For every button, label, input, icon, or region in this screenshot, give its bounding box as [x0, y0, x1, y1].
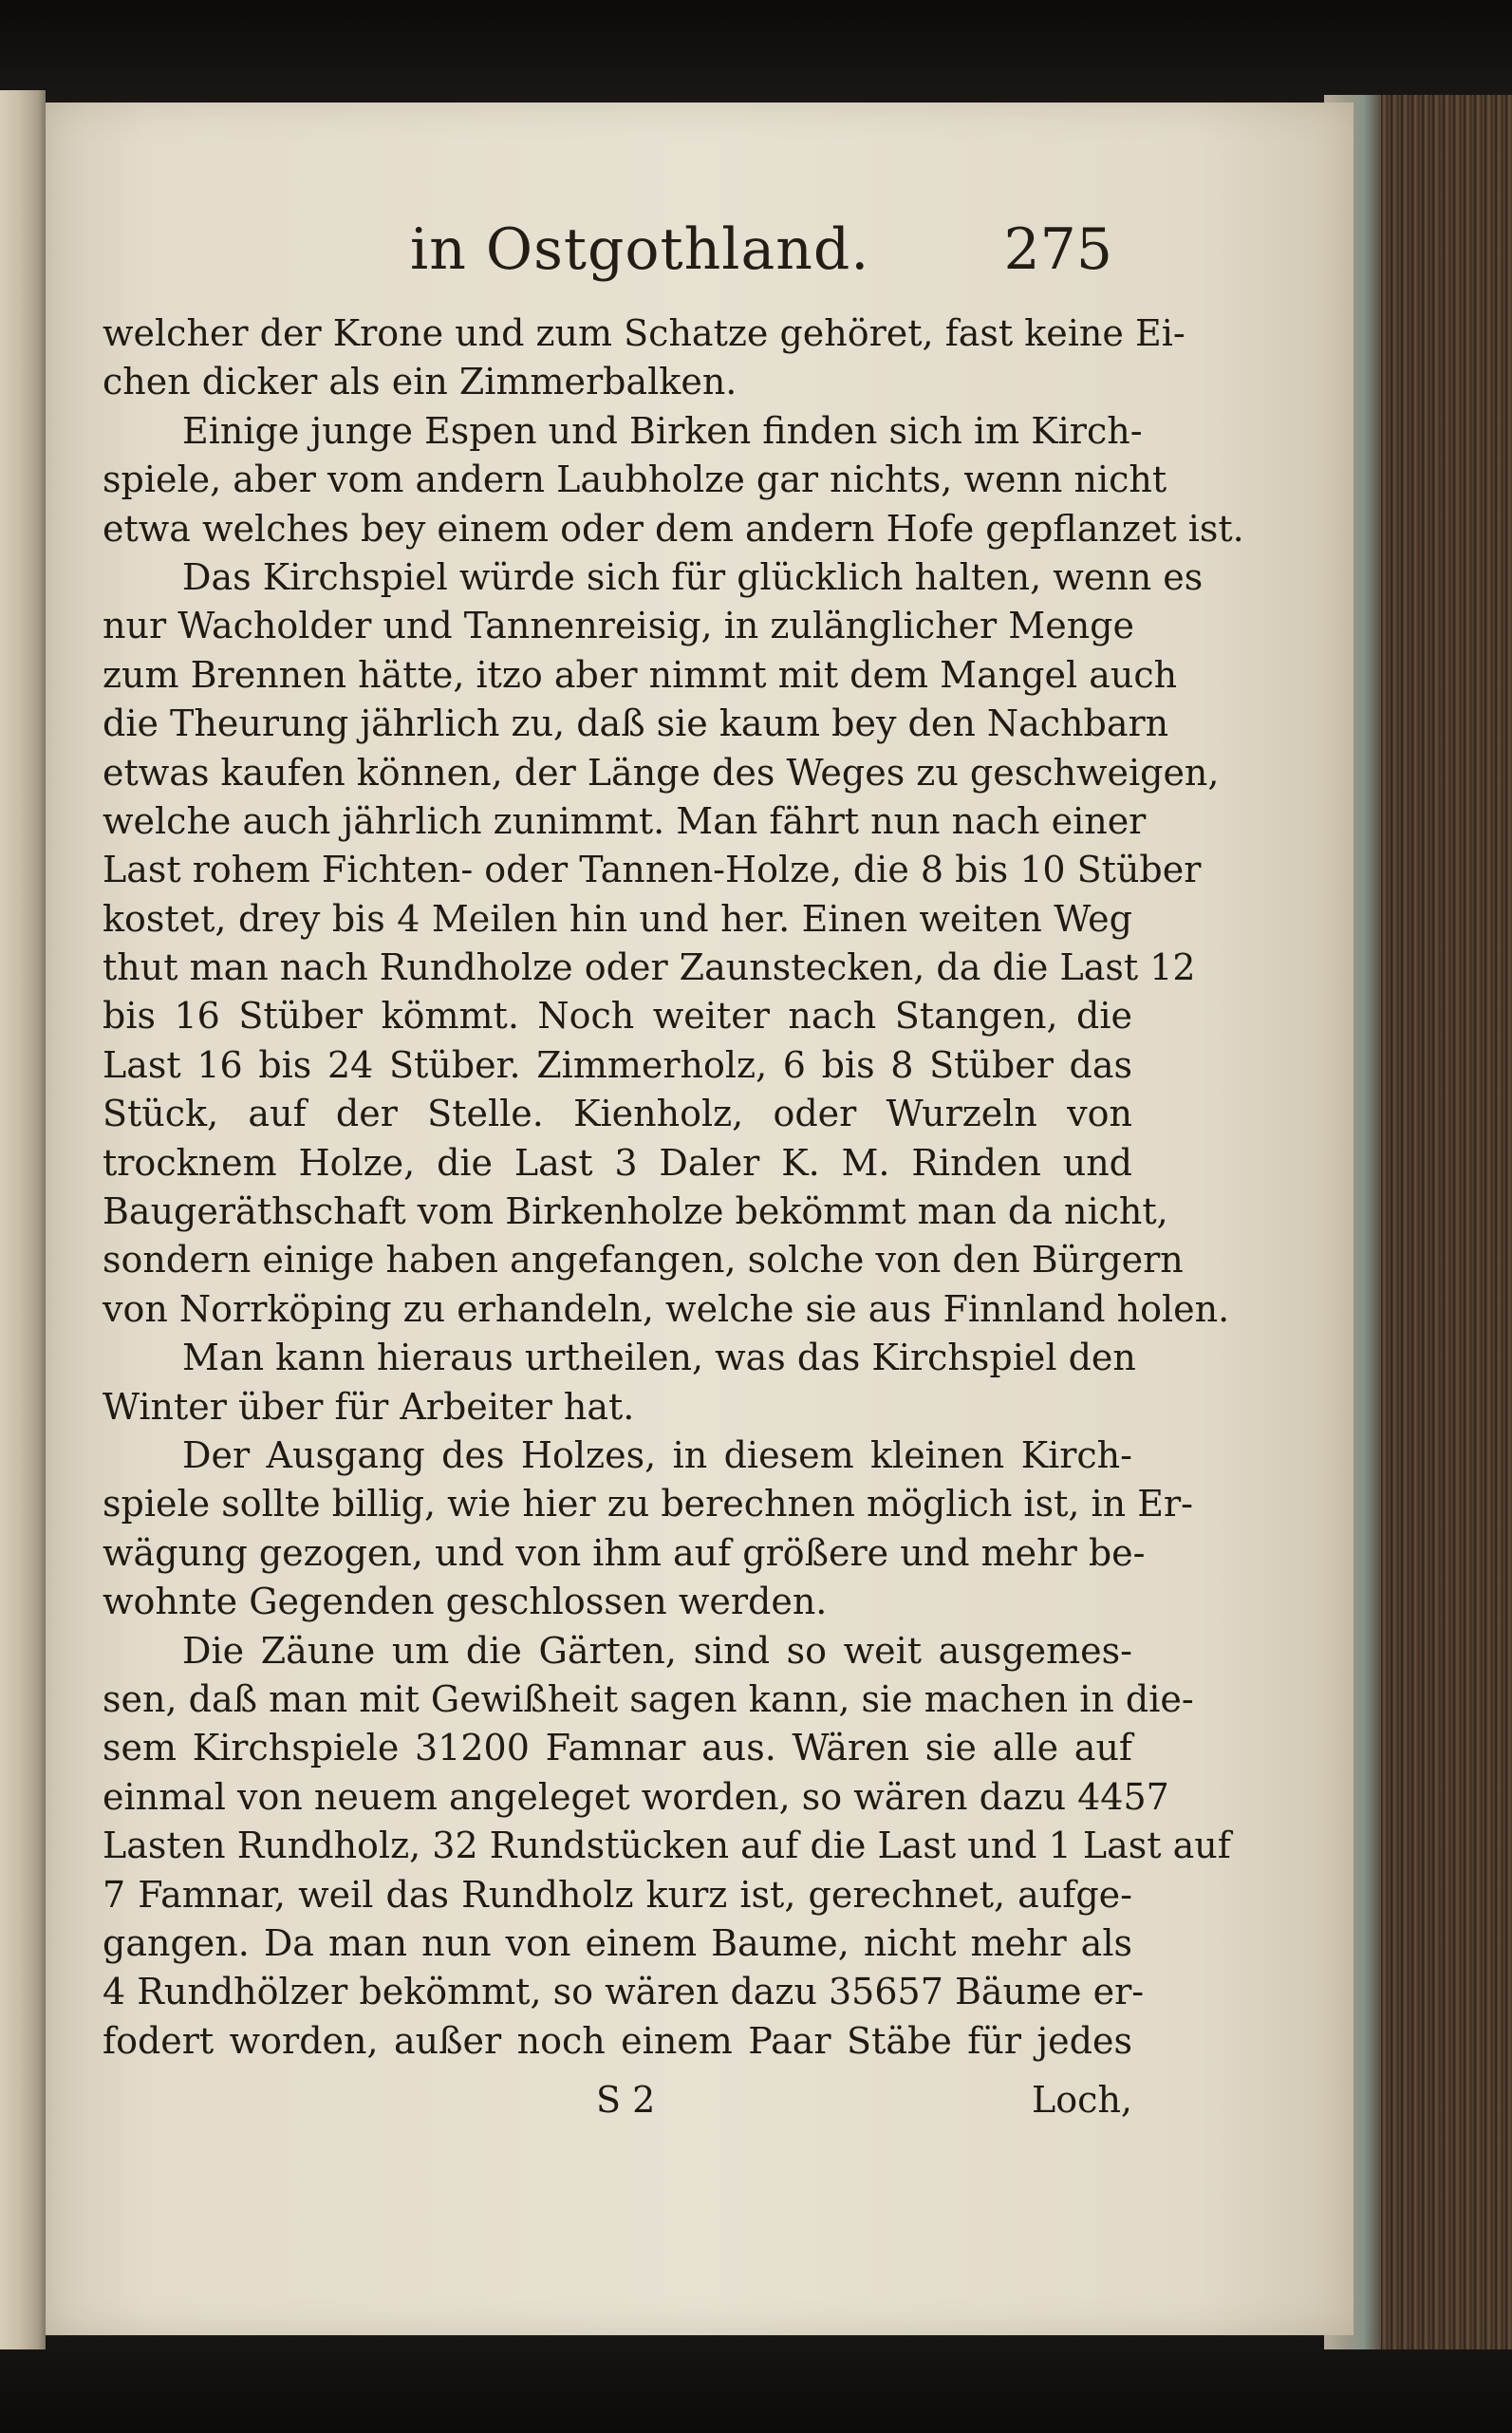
catch-line [103, 2079, 1132, 2128]
text-line: sem Kirchspiele 31200 Famnar aus. Wären sie alle auf [103, 1727, 1132, 1769]
text-line: Stück, auf der Stelle. Kienholz, oder Wurzeln von [103, 1093, 1132, 1135]
text-line: 4 Rundhölzer bekömmt, so wären dazu 35657 Bäume er- [103, 1971, 1145, 2013]
text-line: Winter über für Arbeiter hat. [103, 1385, 635, 1428]
text-line: Die Zäune um die Gärten, sind so weit ausgemes- [182, 1629, 1132, 1672]
text-line: kostet, drey bis 4 Meilen hin und her. Einen weiten Weg [103, 897, 1132, 940]
text-line: etwa welches bey einem oder dem andern Hofe gepflanzet ist. [103, 507, 1244, 550]
text-line: nur Wacholder und Tannenreisig, in zulänglicher Menge [103, 605, 1134, 647]
text-line: etwas kaufen können, der Länge des Weges zu geschweigen, [103, 751, 1220, 794]
text-line: von Norrköping zu erhandeln, welche sie aus Finnland holen. [103, 1287, 1230, 1330]
text-line: Last rohem Fichten- oder Tannen-Holze, die 8 bis 10 Stüber [103, 849, 1202, 891]
text-line: zum Brennen hätte, itzo aber nimmt mit dem Mangel auch [103, 653, 1178, 696]
running-head [410, 207, 1112, 292]
text-line: welcher der Krone und zum Schatze gehöret, fast keine Ei- [103, 312, 1185, 354]
text-line: Baugeräthschaft vom Birkenholze bekömmt man da nicht, [103, 1190, 1168, 1233]
text-line: wägung gezogen, und von ihm auf größere und mehr be- [103, 1531, 1146, 1574]
text-line: Das Kirchspiel würde sich für glücklich halten, wenn es [182, 555, 1204, 598]
page-title: in Ostgothland. [410, 216, 870, 283]
text-line: Einige junge Espen und Birken finden sich im Kirch- [182, 409, 1143, 452]
text-line: sen, daß man mit Gewißheit sagen kann, sie machen in die- [103, 1677, 1194, 1720]
text-line: spiele sollte billig, wie hier zu berechnen möglich ist, in Er- [103, 1483, 1193, 1525]
text-line: fodert worden, außer noch einem Paar Stäbe für jedes [103, 2019, 1132, 2062]
body-text [103, 309, 1244, 2066]
facing-page-edge [0, 90, 46, 2349]
text-line: gangen. Da man nun von einem Baume, nicht mehr als [103, 1921, 1132, 1964]
text-line: Der Ausgang des Holzes, in diesem kleinen Kirch- [182, 1433, 1132, 1476]
text-line: thut man nach Rundholze oder Zaunstecken, da die Last 12 [103, 946, 1196, 989]
text-line: Man kann hieraus urtheilen, was das Kirchspiel den [182, 1337, 1136, 1379]
text-line: die Theurung jährlich zu, daß sie kaum bey den Nachbarn [103, 702, 1169, 745]
text-line: wohnte Gegenden geschlossen werden. [103, 1581, 828, 1623]
text-line: einmal von neuem angeleget worden, so wären dazu 4457 [103, 1775, 1169, 1818]
text-line: Lasten Rundholz, 32 Rundstücken auf die Last und 1 Last auf [103, 1825, 1231, 1867]
text-line: 7 Famnar, weil das Rundholz kurz ist, gerechnet, aufge- [103, 1873, 1132, 1916]
page-number: 275 [1003, 216, 1112, 283]
text-line: trocknem Holze, die Last 3 Daler K. M. Rinden und [103, 1141, 1132, 1184]
text-line: chen dicker als ein Zimmerbalken. [103, 361, 737, 403]
text-line: spiele, aber vom andern Laubholze gar nichts, wenn nicht [103, 459, 1167, 501]
text-line: Last 16 bis 24 Stüber. Zimmerholz, 6 bis 8 Stüber das [103, 1043, 1132, 1086]
text-line: bis 16 Stüber kömmt. Noch weiter nach Stangen, die [103, 995, 1132, 1038]
signature-mark: S 2 [596, 2079, 656, 2121]
text-line: welche auch jährlich zunimmt. Man fährt nun nach einer [103, 799, 1147, 842]
text-line: sondern einige haben angefangen, solche von den Bürgern [103, 1239, 1184, 1282]
catchword: Loch, [1032, 2079, 1132, 2121]
